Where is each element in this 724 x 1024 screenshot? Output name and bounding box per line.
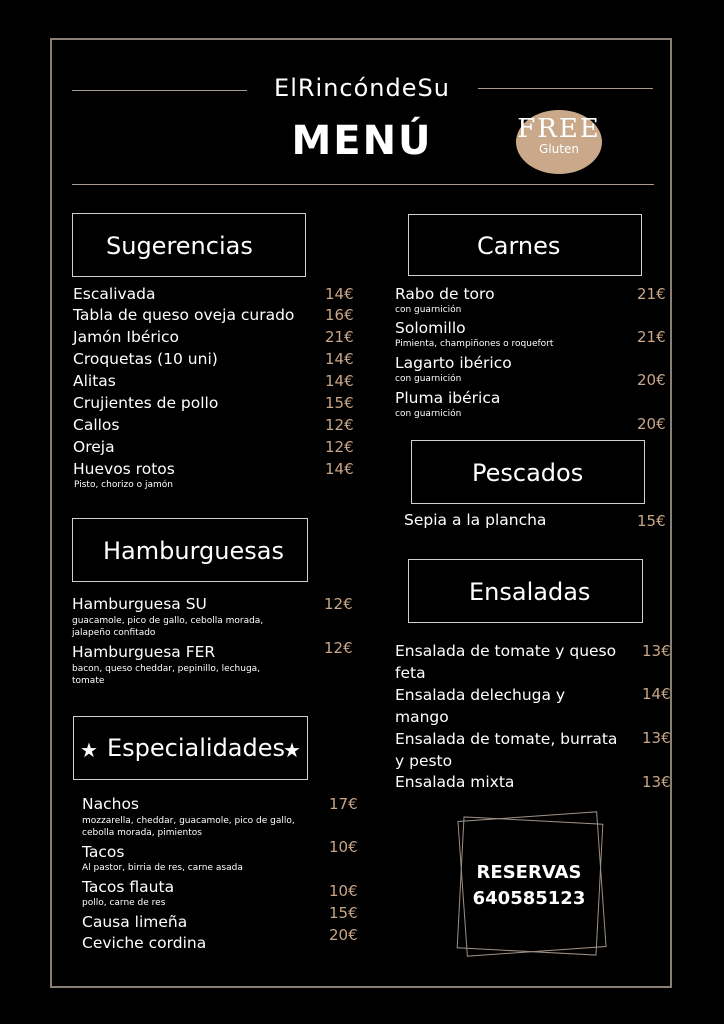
menu-item-note: Al pastor, birria de res, carne asada [82, 863, 243, 873]
menu-item-price: 20€ [329, 926, 358, 944]
menu-item-name: Hamburguesa SU [72, 595, 207, 613]
menu-item-note: mozzarella, cheddar, guacamole, pico de gallo, [82, 816, 295, 826]
section-title-carnes: Carnes [477, 232, 561, 260]
menu-item-note: jalapeño confitado [72, 628, 156, 638]
menu-item-note: Pimienta, champiñones o roquefort [395, 339, 554, 349]
menu-item-price: 20€ [637, 415, 666, 433]
menu-item-note: bacon, queso cheddar, pepinillo, lechuga, [72, 664, 261, 674]
menu-item-price: 14€ [325, 372, 354, 390]
menu-item-price: 10€ [329, 838, 358, 856]
header-rule-bottom [72, 184, 654, 185]
menu-item-name: Callos [73, 416, 120, 434]
reservas-label: RESERVAS [476, 862, 582, 883]
restaurant-name: ElRincóndeSu [274, 74, 450, 102]
menu-item-note: Pisto, chorizo o jamón [74, 480, 173, 490]
menu-item-price: 12€ [324, 639, 353, 657]
menu-item-name: Tacos [82, 843, 125, 861]
menu-item-price: 15€ [637, 512, 666, 530]
section-title-especialidades: Especialidades [107, 734, 286, 762]
menu-item-price: 16€ [325, 306, 354, 324]
menu-item-name: Ensalada de tomate y queso [395, 642, 617, 660]
menu-title: MENÚ [291, 118, 433, 164]
menu-item-price: 14€ [325, 350, 354, 368]
menu-item-price: 13€ [642, 773, 671, 791]
menu-item-name: Jamón Ibérico [73, 328, 180, 346]
badge-gluten-text: Gluten [539, 142, 579, 156]
menu-item-name: Rabo de toro [395, 285, 495, 303]
menu-item-name: Crujientes de pollo [73, 394, 219, 412]
badge-free-text: FREE [517, 114, 601, 144]
section-title-pescados: Pescados [472, 459, 584, 487]
menu-item-price: 17€ [329, 795, 358, 813]
menu-item-price: 14€ [325, 460, 354, 478]
menu-item-name: Huevos rotos [73, 460, 175, 478]
menu-item-price: 20€ [637, 371, 666, 389]
menu-item-name: Ceviche cordina [82, 934, 207, 952]
menu-item-note: con guarnición [395, 305, 462, 315]
menu-item-price: 14€ [325, 285, 354, 303]
reservas-phone: 640585123 [472, 888, 586, 909]
menu-item-name: Lagarto ibérico [395, 354, 512, 372]
menu-item-name: Hamburguesa FER [72, 643, 216, 661]
menu-item-name: Sepia a la plancha [404, 511, 547, 529]
section-title-sugerencias: Sugerencias [106, 232, 253, 260]
menu-item-name: y pesto [395, 752, 453, 770]
menu-item-name: mango [395, 708, 449, 726]
menu-item-name: Tabla de queso oveja curado [73, 306, 295, 324]
star-icon: ★ [283, 738, 301, 762]
menu-item-price: 14€ [642, 685, 671, 703]
star-icon: ★ [80, 738, 98, 762]
menu-item-name: Ensalada de tomate, burrata [395, 730, 618, 748]
menu-item-price: 10€ [329, 882, 358, 900]
menu-item-name: Croquetas (10 uni) [73, 350, 218, 368]
menu-item-price: 13€ [642, 729, 671, 747]
menu-item-note: tomate [72, 676, 105, 686]
menu-item-price: 15€ [325, 394, 354, 412]
menu-item-price: 12€ [325, 438, 354, 456]
menu-item-price: 21€ [637, 328, 666, 346]
menu-item-price: 12€ [325, 416, 354, 434]
menu-item-note: guacamole, pico de gallo, cebolla morada, [72, 616, 264, 626]
menu-item-name: Oreja [73, 438, 115, 456]
menu-item-note: con guarnición [395, 409, 462, 419]
menu-item-name: Nachos [82, 795, 139, 813]
menu-item-name: Causa limeña [82, 913, 188, 931]
menu-item-name: Ensalada mixta [395, 773, 515, 791]
menu-item-name: Tacos flauta [82, 878, 175, 896]
menu-item-name: Ensalada delechuga y [395, 686, 566, 704]
gluten-free-badge [516, 110, 602, 174]
menu-item-price: 12€ [324, 595, 353, 613]
section-title-ensaladas: Ensaladas [469, 578, 591, 606]
menu-item-name: feta [395, 664, 426, 682]
section-title-hamburguesas: Hamburguesas [103, 537, 284, 565]
menu-item-price: 21€ [325, 328, 354, 346]
menu-item-note: cebolla morada, pimientos [82, 828, 202, 838]
menu-item-price: 13€ [642, 642, 671, 660]
menu-item-name: Solomillo [395, 319, 466, 337]
menu-item-name: Escalivada [73, 285, 156, 303]
menu-item-price: 15€ [329, 904, 358, 922]
menu-item-note: pollo, carne de res [82, 898, 166, 908]
menu-item-name: Alitas [73, 372, 116, 390]
menu-item-price: 21€ [637, 285, 666, 303]
menu-item-note: con guarnición [395, 374, 462, 384]
menu-item-name: Pluma ibérica [395, 389, 501, 407]
